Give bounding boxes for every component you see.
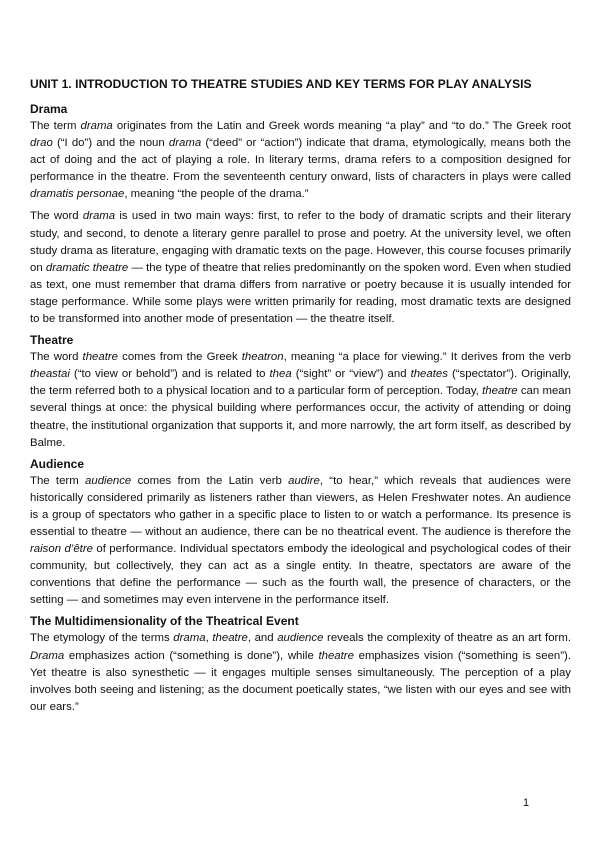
italic-term: thea [269,368,292,381]
paragraph: The word theatre comes from the Greek theatron, meaning “a place for viewing.” It derives from the verb theastai (“to view or behold”) and is related to thea (“sight” or “view”) and theates (“spectator”). Originally, the term referred both to a physical location and to a particular form of perception. Today, theatre can mean several things at once: the physical building where performances occur, the activity of attending or doing theatre, the institutional organization that supports it, and more narrowly, the art form itself, as described by Balme. [30,351,571,449]
italic-term: dramatic theatre [45,261,129,274]
italic-term: drama [168,137,202,150]
section-theatre [30,333,571,452]
italic-term: theatre [82,351,119,364]
page-number: 1 [523,797,530,809]
italic-term: dramatis personae [30,188,125,201]
italic-term: theatre [482,385,518,398]
section-drama [30,102,571,328]
italic-term: drama [173,632,206,645]
paragraph: The etymology of the terms drama, theatre, and audience reveals the complexity of theatre as an art form. Drama emphasizes action (“something is done”), while theatre emphasizes vision (“something is seen”). Yet theatre is also synesthetic — it engages multiple senses simultaneously. The perception of a play involves both seeing and listening; as the document poetically states, “we listen with our eyes and see with our ears.” [30,632,571,713]
section-multidimensionality [30,614,571,715]
italic-term: audience [85,474,132,487]
italic-term: theastai [30,368,70,381]
italic-term: audire [288,474,320,487]
italic-term: theatron [241,351,284,364]
italic-term: theatre [318,649,354,662]
italic-term: drao [30,137,53,150]
paragraph: The term drama originates from the Latin and Greek words meaning “a play” and “to do.” The Greek root drao (“I do”) and the noun drama (“deed” or “action”) indicate that drama, etymologically, means both the act of doing and the act of playing a role. In literary terms, drama refers to a composition designed for performance in the theatre. From the seventeenth century onward, lists of characters in plays were called dramatis personae, meaning “the people of the drama.” [30,120,571,201]
paragraph: The term audience comes from the Latin verb audire, “to hear,” which reveals that audiences were historically considered primarily as listeners rather than viewers, as Helen Freshwater notes. An audience is a group of spectators who gather in a specific place to listen to or watch a performance. Its presence is essential to theatre — without an audience, there can be no theatrical event. The audience is therefore the raison d’être of performance. Individual spectators embody the ideological and psychological codes of their community, but collectively, they can act as a single entity. In theatre, spectators are aware of the conventions that define the performance — such as the fourth wall, the presence of characters, or the setting — and sometimes may even intervene in the performance itself. [30,474,571,607]
italic-term: drama [82,210,116,223]
section-heading-theatre: Theatre [30,333,74,348]
italic-term: Drama [30,649,65,662]
unit-title: UNIT 1. INTRODUCTION TO THEATRE STUDIES AND KEY TERMS FOR PLAY ANALYSIS [30,77,532,91]
section-heading-multidimensionality: The Multidimensionality of the Theatrical Event [30,614,299,629]
italic-term: drama [80,120,113,132]
italic-term: audience [277,632,324,645]
section-heading-drama: Drama [30,102,68,116]
italic-term: theates [410,368,448,381]
section-audience [30,457,571,610]
section-heading-audience: Audience [30,456,85,471]
paragraph: The word drama is used in two main ways: first, to refer to the body of dramatic scripts and their literary study, and second, to denote a literary genre parallel to prose and poetry. At the university level, we often study drama as literature, engaging with dramatic texts on the page. However, this course focuses primarily on dramatic theatre — the type of theatre that relies predominantly on the spoken word. Even when studied as text, one must remember that drama differs from narrative or poetry because it is usually intended for stage performance. While some plays were written primarily for reading, most dramatic texts are designed to be transformed into another mode of presentation — the theatre itself. [30,210,571,326]
italic-term: theatre [212,632,248,645]
document-page [30,76,571,721]
italic-term: raison d’être [30,543,93,556]
